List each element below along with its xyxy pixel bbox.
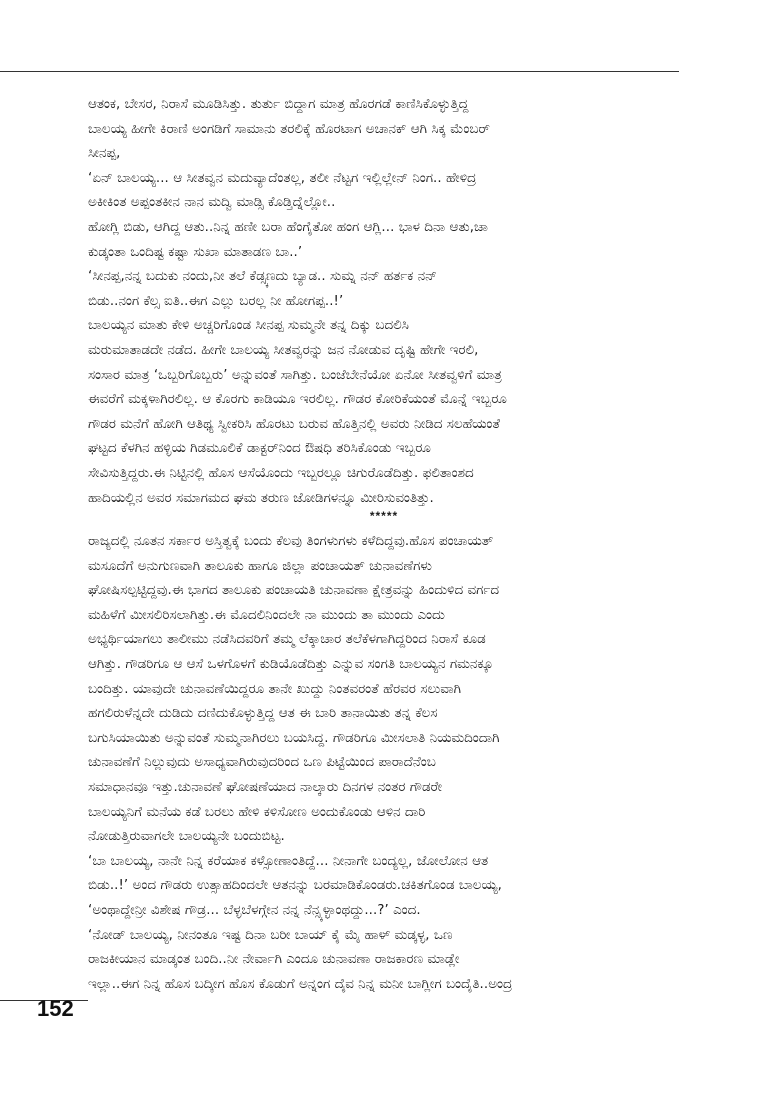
- text-line: ಬಗುಸಿಯಾಯಿತು ಅನ್ನುವಂತೆ ಸುಮ್ಮನಾಗಿರಲು ಬಯಸಿದ್ದ. ಗೌಡರಿಗೂ ಮೀಸಲಾತಿ ನಿಯಮದಿಂದಾಗಿ: [88, 730, 500, 746]
- text-line: ಬಾಲಯ್ಯನಿಗೆ ಮನೆಯ ಕಡೆ ಬರಲು ಹೇಳಿ ಕಳಿಸೋಣ ಅಂದುಕೊಂಡು ಆಳಿನ ದಾರಿ: [88, 804, 426, 820]
- text-line: ನೋಡುತ್ತಿರುವಾಗಲೇ ಬಾಲಯ್ಯನೇ ಬಂದುಬಿಟ್ಟ.: [88, 829, 285, 845]
- text-line: ಆತಂಕ, ಬೇಸರ, ನಿರಾಸೆ ಮೂಡಿಸಿತ್ತು. ತುರ್ತು ಬಿದ್ದಾಗ ಮಾತ್ರ ಹೊರಗಡೆ ಕಾಣಿಸಿಕೊಳ್ಳುತ್ತಿದ್ದ: [88, 97, 469, 112]
- text-line: ಕುಡ್ಕಂತಾ ಒಂದಿಷ್ಟ ಕಷ್ಟಾ ಸುಖಾ ಮಾತಾಡಣ ಬಾ..’: [88, 244, 303, 260]
- text-line: ಅಭ್ಯರ್ಥಿಯಾಗಲು ತಾಲೀಮು ನಡೆಸಿದವರಿಗೆ ತಮ್ಮ ಲೆಕ್ಕಾಚಾರ ತಲೆಕೆಳಗಾಗಿದ್ದರಿಂದ ನಿರಾಸೆ ಕೂಡ: [88, 632, 486, 648]
- text-line: ಸೇವಿಸುತ್ತಿದ್ದರು.ಈ ನಿಟ್ಟಿನಲ್ಲಿ ಹೊಸ ಆಸೆಯೊಂದು ಇಬ್ಬರಲ್ಲೂ ಚಿಗುರೊಡೆದಿತ್ತು. ಫಲಿತಾಂಶದ: [88, 465, 474, 481]
- text-line: ಬಂದಿತ್ತು. ಯಾವುದೇ ಚುನಾವಣೆಯಿದ್ದರೂ ತಾನೇ ಖುದ್ದು ನಿಂತವರಂತೆ ಹೆರವರ ಸಲುವಾಗಿ: [88, 681, 461, 697]
- text-line: ‘ಅಂಥಾದ್ದೇನ್ರೀ ವಿಶೇಷ ಗೌಡ್ರ... ಬೆಳ್ಳಬೆಳಗ್ಗೇನ ನನ್ನ ನೆನ್ಸ್ಕಳ್ಳಾಂಥದ್ದು...?’ ಎಂದ.: [88, 902, 421, 918]
- text-line: ಘೋಷಿಸಲ್ಪಟ್ಟಿದ್ದವು.ಈ ಭಾಗದ ತಾಲೂಕು ಪಂಚಾಯತಿ ಚುನಾವಣಾ ಕ್ಷೇತ್ರವನ್ನು ಹಿಂದುಳಿದ ವರ್ಗದ: [88, 583, 500, 599]
- text-line: ಬಿಡು..!’ ಅಂದ ಗೌಡರು ಉತ್ಸಾಹದಿಂದಲೇ ಆತನನ್ನು ಬರಮಾಡಿಕೊಂಡರು.ಚಕಿತಗೊಂಡ ಬಾಲಯ್ಯ,: [88, 878, 502, 894]
- text-line: ಗೌಡರ ಮನೆಗೆ ಹೋಗಿ ಆತಿಥ್ಯ ಸ್ವೀಕರಿಸಿ ಹೊರಟು ಬರುವ ಹೊತ್ತಿನಲ್ಲಿ ಅವರು ನೀಡಿದ ಸಲಹೆಯಂತೆ: [88, 416, 501, 432]
- page-number: 152: [37, 996, 74, 1021]
- text-line: ಅಕೀಕಿಂತ ಅಪ್ಪಂತಕೀನ ನಾನ ಮದ್ವಿ ಮಾಡ್ಸಿ ಕೊಡ್ತಿದ್ನೆಲ್ಲೋ..: [88, 195, 336, 211]
- text-line: ಹಗಲಿರುಳೆನ್ನದೇ ದುಡಿದು ದಣಿದುಕೊಳ್ಳುತ್ತಿದ್ದ ಆತ ಈ ಬಾರಿ ತಾನಾಯಿತು ತನ್ನ ಕೆಲಸ: [88, 706, 438, 722]
- text-line: ಚುನಾವಣೆಗೆ ನಿಲ್ಲುವುದು ಅಸಾಧ್ಯವಾಗಿರುವುದರಿಂದ ಒಣ ಪಿಟ್ಟೆಯಿಂದ ಪಾರಾದೆನೆಂಬ: [88, 755, 436, 771]
- body-text-section-1: [88, 93, 680, 511]
- text-line: ಬಿಡು..ನಂಗ ಕೆಲ್ಸ ಐತಿ..ಈಗ ಎಲ್ಲು ಬರಲ್ಲ ನೀ ಹೋಗಪ್ಪ..!’: [88, 293, 344, 309]
- text-line: ಮರುಮಾತಾಡದೇ ನಡೆದ. ಹೀಗೇ ಬಾಲಯ್ಯ ಸೀತವ್ವರನ್ನು ಜನ ನೋಡುವ ದೃಷ್ಟಿ ಹೇಗೇ ಇರಲಿ,: [88, 342, 479, 358]
- text-line: ರಾಜ್ಯದಲ್ಲಿ ನೂತನ ಸರ್ಕಾರ ಅಸ್ತಿತ್ವಕ್ಕೆ ಬಂದು ಕೆಲವು ತಿಂಗಳುಗಳು ಕಳೆದಿದ್ದವು.ಹೊಸ ಪಂಚಾಯತ್: [88, 534, 494, 549]
- text-line: ಹಾದಿಯಲ್ಲಿನ ಅವರ ಸಮಾಗಮದ ಘಮ ತರುಣ ಜೋಡಿಗಳನ್ನೂ ಮೀರಿಸುವಂತಿತ್ತು.: [88, 490, 434, 506]
- text-line: ‘ನೋಡ್ ಬಾಲಯ್ಯ, ನೀನಂತೂ ಇಷ್ಟ ದಿನಾ ಬರೀ ಬಾಯ್ ಕೈ ಮೈ ಹಾಳ್ ಮಡ್ಕಳ್ಳ, ಒಣ: [88, 927, 453, 943]
- text-line: ‘ಬಾ ಬಾಲಯ್ಯ, ನಾನೇ ನಿನ್ನ ಕರೆಯಾಕ ಕಳ್ಸೋಣಾಂತಿದ್ದೆ... ನೀನಾಗೇ ಬಂದ್ಯಲ್ಲ, ಜೋಲೋನ ಆತ: [88, 853, 489, 869]
- text-line: ‘ಸೀನಪ್ಪ,ನನ್ನ ಬದುಕು ನಂದು,ನೀ ತಲೆ ಕೆಡ್ಸ್ಕಣದು ಬ್ಯಾಡ.. ಸುಮ್ನ ನನ್ ಹರ್ತಕ ನನ್: [88, 269, 437, 285]
- text-line: ಸಂಸಾರ ಮಾತ್ರ ‘ಒಬ್ಬರಿಗೊಬ್ಬರು’ ಅನ್ನುವಂತೆ ಸಾಗಿತ್ತು. ಬಂಜೆಬೇನೆಯೋ ಏನೋ ಸೀತವ್ವಳಿಗೆ ಮಾತ್ರ: [88, 367, 502, 383]
- top-rule: [0, 71, 679, 72]
- text-line: ರಾಜಕೀಯಾನ ಮಾಡ್ಕಂತ ಬಂದಿ..ನೀ ನೇರ್ವಾಗಿ ಎಂದೂ ಚುನಾವಣಾ ರಾಜಕಾರಣ ಮಾಡ್ಲೇ: [88, 952, 460, 968]
- text-line: ಬಾಲಯ್ಯನ ಮಾತು ಕೇಳಿ ಅಚ್ಚರಿಗೊಂಡ ಸೀನಪ್ಪ ಸುಮ್ಮನೇ ತನ್ನ ದಿಕ್ಕು ಬದಲಿಸಿ: [88, 318, 409, 334]
- text-line: ಘಟ್ಟದ ಕೆಳಗಿನ ಹಳ್ಳಿಯ ಗಿಡಮೂಲಿಕೆ ಡಾಕ್ಟರ್‌ನಿಂದ ಔಷಧಿ ತರಿಸಿಕೊಂಡು ಇಬ್ಬರೂ: [88, 441, 431, 457]
- section-separator: *****: [369, 509, 399, 523]
- text-line: ಮಸೂದೆಗೆ ಅನುಗುಣವಾಗಿ ತಾಲೂಕು ಹಾಗೂ ಜಿಲ್ಲಾ ಪಂಚಾಯತ್ ಚುನಾವಣೆಗಳು: [88, 558, 432, 574]
- text-line: ಸಮಾಧಾನವೂ ಇತ್ತು.ಚುನಾವಣೆ ಘೋಷಣೆಯಾದ ನಾಲ್ಕಾರು ದಿನಗಳ ನಂತರ ಗೌಡರೇ: [88, 779, 443, 795]
- text-line: ‘ಏನ್ ಬಾಲಯ್ಯ... ಆ ಸೀತವ್ವನ ಮದುವ್ಯಾದೆಂತಲ್ಲ, ತಲೀ ನೆಟ್ಟಗ ಇಲ್ಲಿಲ್ಲೇನ್ ನಿಂಗ.. ಹೇಳಿದ್ರ: [88, 170, 477, 186]
- body-text-section-2: [88, 530, 680, 997]
- text-line: ಈವರೆಗೆ ಮಕ್ಕಳಾಗಿರಲಿಲ್ಲ. ಆ ಕೊರಗು ಕಾಡಿಯೂ ಇರಲಿಲ್ಲ. ಗೌಡರ ಕೋರಿಕೆಯಂತೆ ಮೊನ್ನೆ ಇಬ್ಬರೂ: [88, 392, 507, 408]
- text-line: ಆಗಿತ್ತು. ಗೌಡರಿಗೂ ಆ ಆಸೆ ಒಳಗೊಳಗೆ ಕುಡಿಯೊಡೆದಿತ್ತು ಎನ್ನುವ ಸಂಗತಿ ಬಾಲಯ್ಯನ ಗಮನಕ್ಕೂ: [88, 656, 494, 672]
- text-line: ಮಹಿಳೆಗೆ ಮೀಸಲಿರಿಸಲಾಗಿತ್ತು.ಈ ಮೊದಲಿನಿಂದಲೇ ನಾ ಮುಂದು ತಾ ಮುಂದು ಎಂದು: [88, 607, 445, 623]
- text-line: ಸೀನಪ್ಪ,: [88, 146, 121, 162]
- text-line: ಇಲ್ಲಾ..ಈಗ ನಿನ್ನ ಹೊಸ ಬದ್ಕೀಗ ಹೊಸ ಕೊಡುಗೆ ಅನ್ನಂಗ ದೈವ ನಿನ್ನ ಮನೀ ಬಾಗ್ಲೀಗ ಬಂದೈತಿ..ಅಂದ್ರ: [88, 976, 513, 992]
- text-line: ಬಾಲಯ್ಯ ಹೀಗೇ ಕಿರಾಣಿ ಅಂಗಡಿಗೆ ಸಾಮಾನು ತರಲಿಕ್ಕೆ ಹೊರಟಾಗ ಅಚಾನಕ್ ಆಗಿ ಸಿಕ್ಕ ಮೆಂಬರ್: [88, 121, 490, 137]
- text-line: ಹೋಗ್ಲಿ ಬಿಡು, ಆಗಿದ್ದ ಆತು..ನಿನ್ನ ಹಣೀ ಬರಾ ಹೆಂಗೈತೋ ಹಂಗ ಆಗ್ಲಿ... ಭಾಳ ದಿನಾ ಆತು,ಚಾ: [88, 219, 488, 235]
